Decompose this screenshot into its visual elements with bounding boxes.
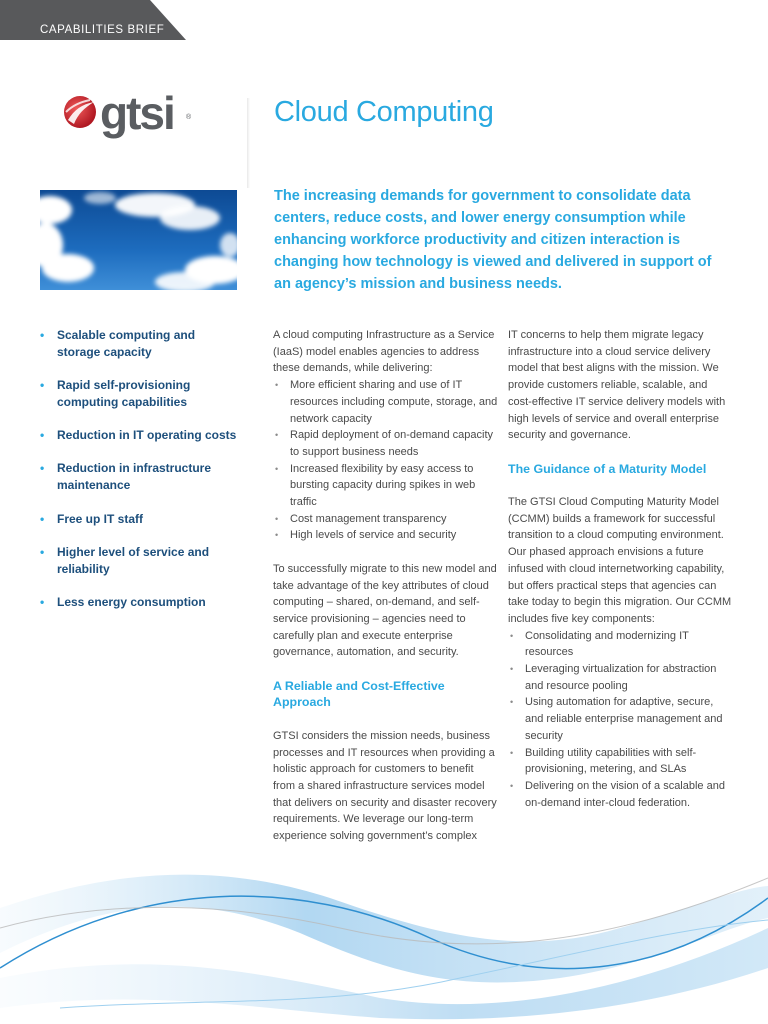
paragraph: A cloud computing Infrastructure as a Service (IaaS) model enables agencies to address these demands, while delivering: — [273, 329, 495, 375]
registered-mark: ® — [186, 114, 192, 121]
section-heading: The Guidance of a Maturity Model — [508, 461, 707, 476]
list-item: • Reduction in IT operating costs — [40, 427, 240, 444]
list-item: • Delivering on the vision of a scalable and on-demand inter-cloud federation. — [508, 778, 733, 811]
gtsi-swoosh-icon — [62, 94, 98, 130]
capabilities-brief-tab — [0, 0, 186, 40]
list-item: • Rapid deployment of on-demand capacity to support business needs — [273, 427, 498, 460]
list-item: • Less energy consumption — [40, 594, 240, 611]
list-item: • Reduction in infrastructure maintenance — [40, 460, 240, 494]
list-item: • Free up IT staff — [40, 511, 240, 528]
list-item: • Leveraging virtualization for abstraction and resource pooling — [508, 661, 733, 694]
list-item: • Higher level of service and reliability — [40, 544, 240, 578]
paragraph: The GTSI Cloud Computing Maturity Model (CCMM) builds a framework for successful transition to a cloud computing environment. Our phased approach envisions a future infused with cloud internetworking capability, but offers practical steps that agencies can take today to begin this migration. Our CCMM includes five key components: — [508, 496, 732, 625]
list-item: • Using automation for adaptive, secure, and reliable enterprise management and security — [508, 694, 733, 744]
logo-wordmark: gtsi — [100, 87, 174, 139]
list-item: • Increased flexibility by easy access to bursting capacity during spikes in web traffic — [273, 461, 498, 511]
decorative-waves — [0, 858, 768, 1024]
sky-clouds-image — [40, 190, 237, 290]
list-item: • Scalable computing and storage capacity — [40, 327, 240, 361]
list-item: • High levels of service and security — [273, 527, 498, 544]
section-heading: A Reliable and Cost-Effective Approach — [273, 678, 445, 710]
delivery-bullets — [273, 377, 498, 544]
list-item: • More efficient sharing and use of IT resources including compute, storage, and network capacity — [273, 377, 498, 427]
paragraph: GTSI considers the mission needs, business processes and IT resources when providing a holistic approach for customers to benefit from a shared infrastructure services model that delivers on security and disaster recovery requirements. We leverage our long-term experience solving government’s complex — [273, 729, 497, 843]
ccmm-components-list — [508, 628, 733, 812]
tab-label: CAPABILITIES BRIEF — [40, 24, 165, 36]
vertical-divider — [247, 98, 250, 188]
body-column-2 — [508, 327, 733, 811]
gtsi-logo — [62, 88, 202, 140]
paragraph: To successfully migrate to this new model and take advantage of the key attributes of cloud computing – shared, on-demand, and self-service provisioning – agencies need to carefully plan and execute enterprise governance, automation, and security. — [273, 562, 497, 659]
list-item: • Rapid self-provisioning computing capabilities — [40, 377, 240, 411]
list-item: • Cost management transparency — [273, 511, 498, 528]
body-column-1 — [273, 327, 498, 845]
list-item: • Consolidating and modernizing IT resources — [508, 628, 733, 661]
capabilities-list — [40, 327, 240, 627]
paragraph: IT concerns to help them migrate legacy infrastructure into a cloud service delivery model that best aligns with the mission. We provide customers reliable, scalable, and cost-effective IT service delivery models with high levels of service and overall enterprise security and governance. — [508, 329, 726, 442]
list-item: • Building utility capabilities with self-provisioning, metering, and SLAs — [508, 745, 733, 778]
intro-statement: The increasing demands for government to consolidate data centers, reduce costs, and lower energy consumption while enhancing workforce productivity and citizen interaction is changing how technology is viewed and delivered in support of an agency’s mission and business needs. — [274, 188, 712, 292]
page-title: Cloud Computing — [274, 96, 494, 128]
